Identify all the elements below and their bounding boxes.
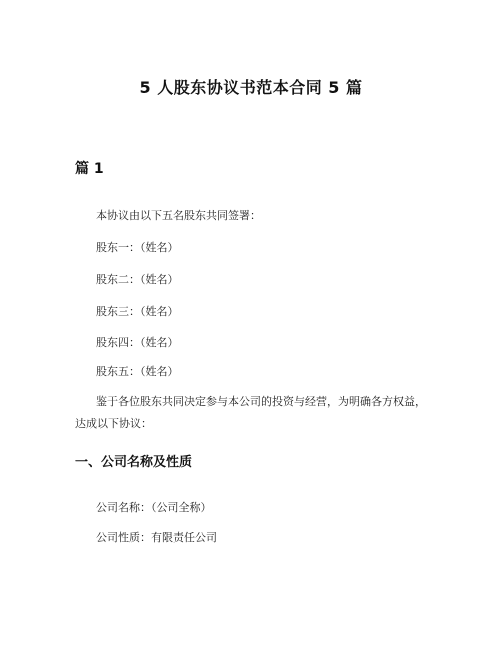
shareholder-line: 股东二：（姓名） [96,273,179,286]
shareholder-line: 股东一：（姓名） [96,241,179,254]
section-heading: 篇 1 [75,161,104,177]
company-type-line: 公司性质：有限责任公司 [96,531,217,544]
shareholder-line: 股东四：（姓名） [96,336,179,349]
company-name-line: 公司名称：（公司全称） [96,501,212,514]
shareholder-line: 股东三：（姓名） [96,305,179,318]
shareholder-line: 股东五：（姓名） [96,365,179,378]
intro-paragraph: 本协议由以下五名股东共同签署： [96,209,261,222]
clause-heading: 一、公司名称及性质 [75,455,193,470]
document-title: 5 人股东协议书范本合同 5 篇 [139,78,363,97]
preamble-paragraph: 鉴于各位股东共同决定参与本公司的投资与经营，为明确各方权益，达成以下协议： [75,395,426,430]
